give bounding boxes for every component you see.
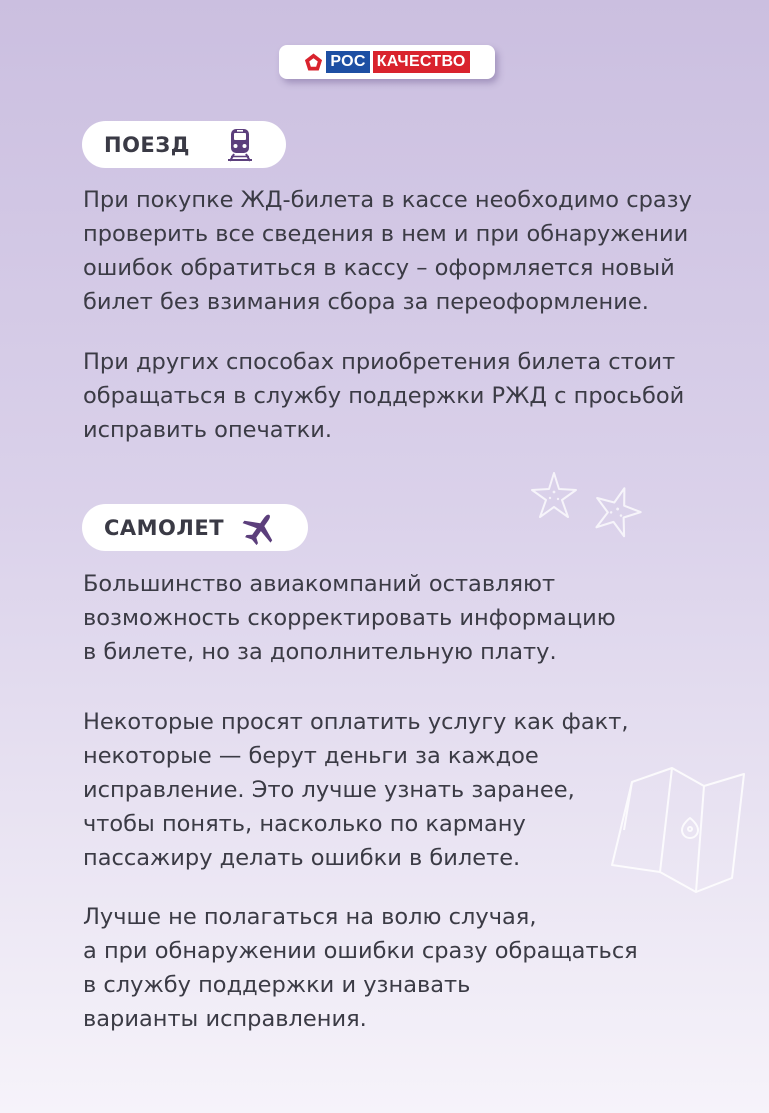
- roskachestvo-logo: [279, 45, 495, 79]
- train-heading-label: ПОЕЗД: [104, 132, 190, 157]
- train-paragraph-1: При покупке ЖД-билета в кассе необходимо сразу проверить все сведения в нем и при обнаружении ошибок обратиться в кассу – оформляется новый билет без взимания сбора за переоформление.: [83, 187, 692, 315]
- train-paragraph-2: При других способах приобретения билета стоит обращаться в службу поддержки РЖД с просьбой исправить опечатки.: [83, 349, 685, 443]
- airplane-icon: [240, 511, 280, 545]
- plane-heading-label: САМОЛЕТ: [104, 515, 225, 540]
- folded-map-icon: [604, 760, 754, 900]
- train-section-heading: [82, 121, 286, 168]
- logo-ros-text: РОС: [326, 51, 369, 73]
- pentagon-house-icon: [304, 52, 323, 72]
- plane-paragraph-3: Лучше не полагаться на волю случая, а при обнаружении ошибки сразу обращаться в службу поддержки и узнавать варианты исправления.: [83, 904, 638, 1032]
- logo-kachestvo-text: КАЧЕСТВО: [373, 51, 470, 73]
- plane-paragraph-2: Некоторые просят оплатить услугу как факт, некоторые — берут деньги за каждое исправление. Это лучше узнать заранее, чтобы понять, насколько по карману пассажиру делать ошибки в билете.: [83, 709, 629, 871]
- plane-section-heading: [82, 504, 308, 551]
- starfish-icon: [590, 484, 644, 538]
- train-icon: [224, 127, 256, 163]
- plane-paragraph-1: Большинство авиакомпаний оставляют возможность скорректировать информацию в билете, но за дополнительную плату.: [83, 571, 616, 665]
- starfish-icon: [528, 470, 580, 522]
